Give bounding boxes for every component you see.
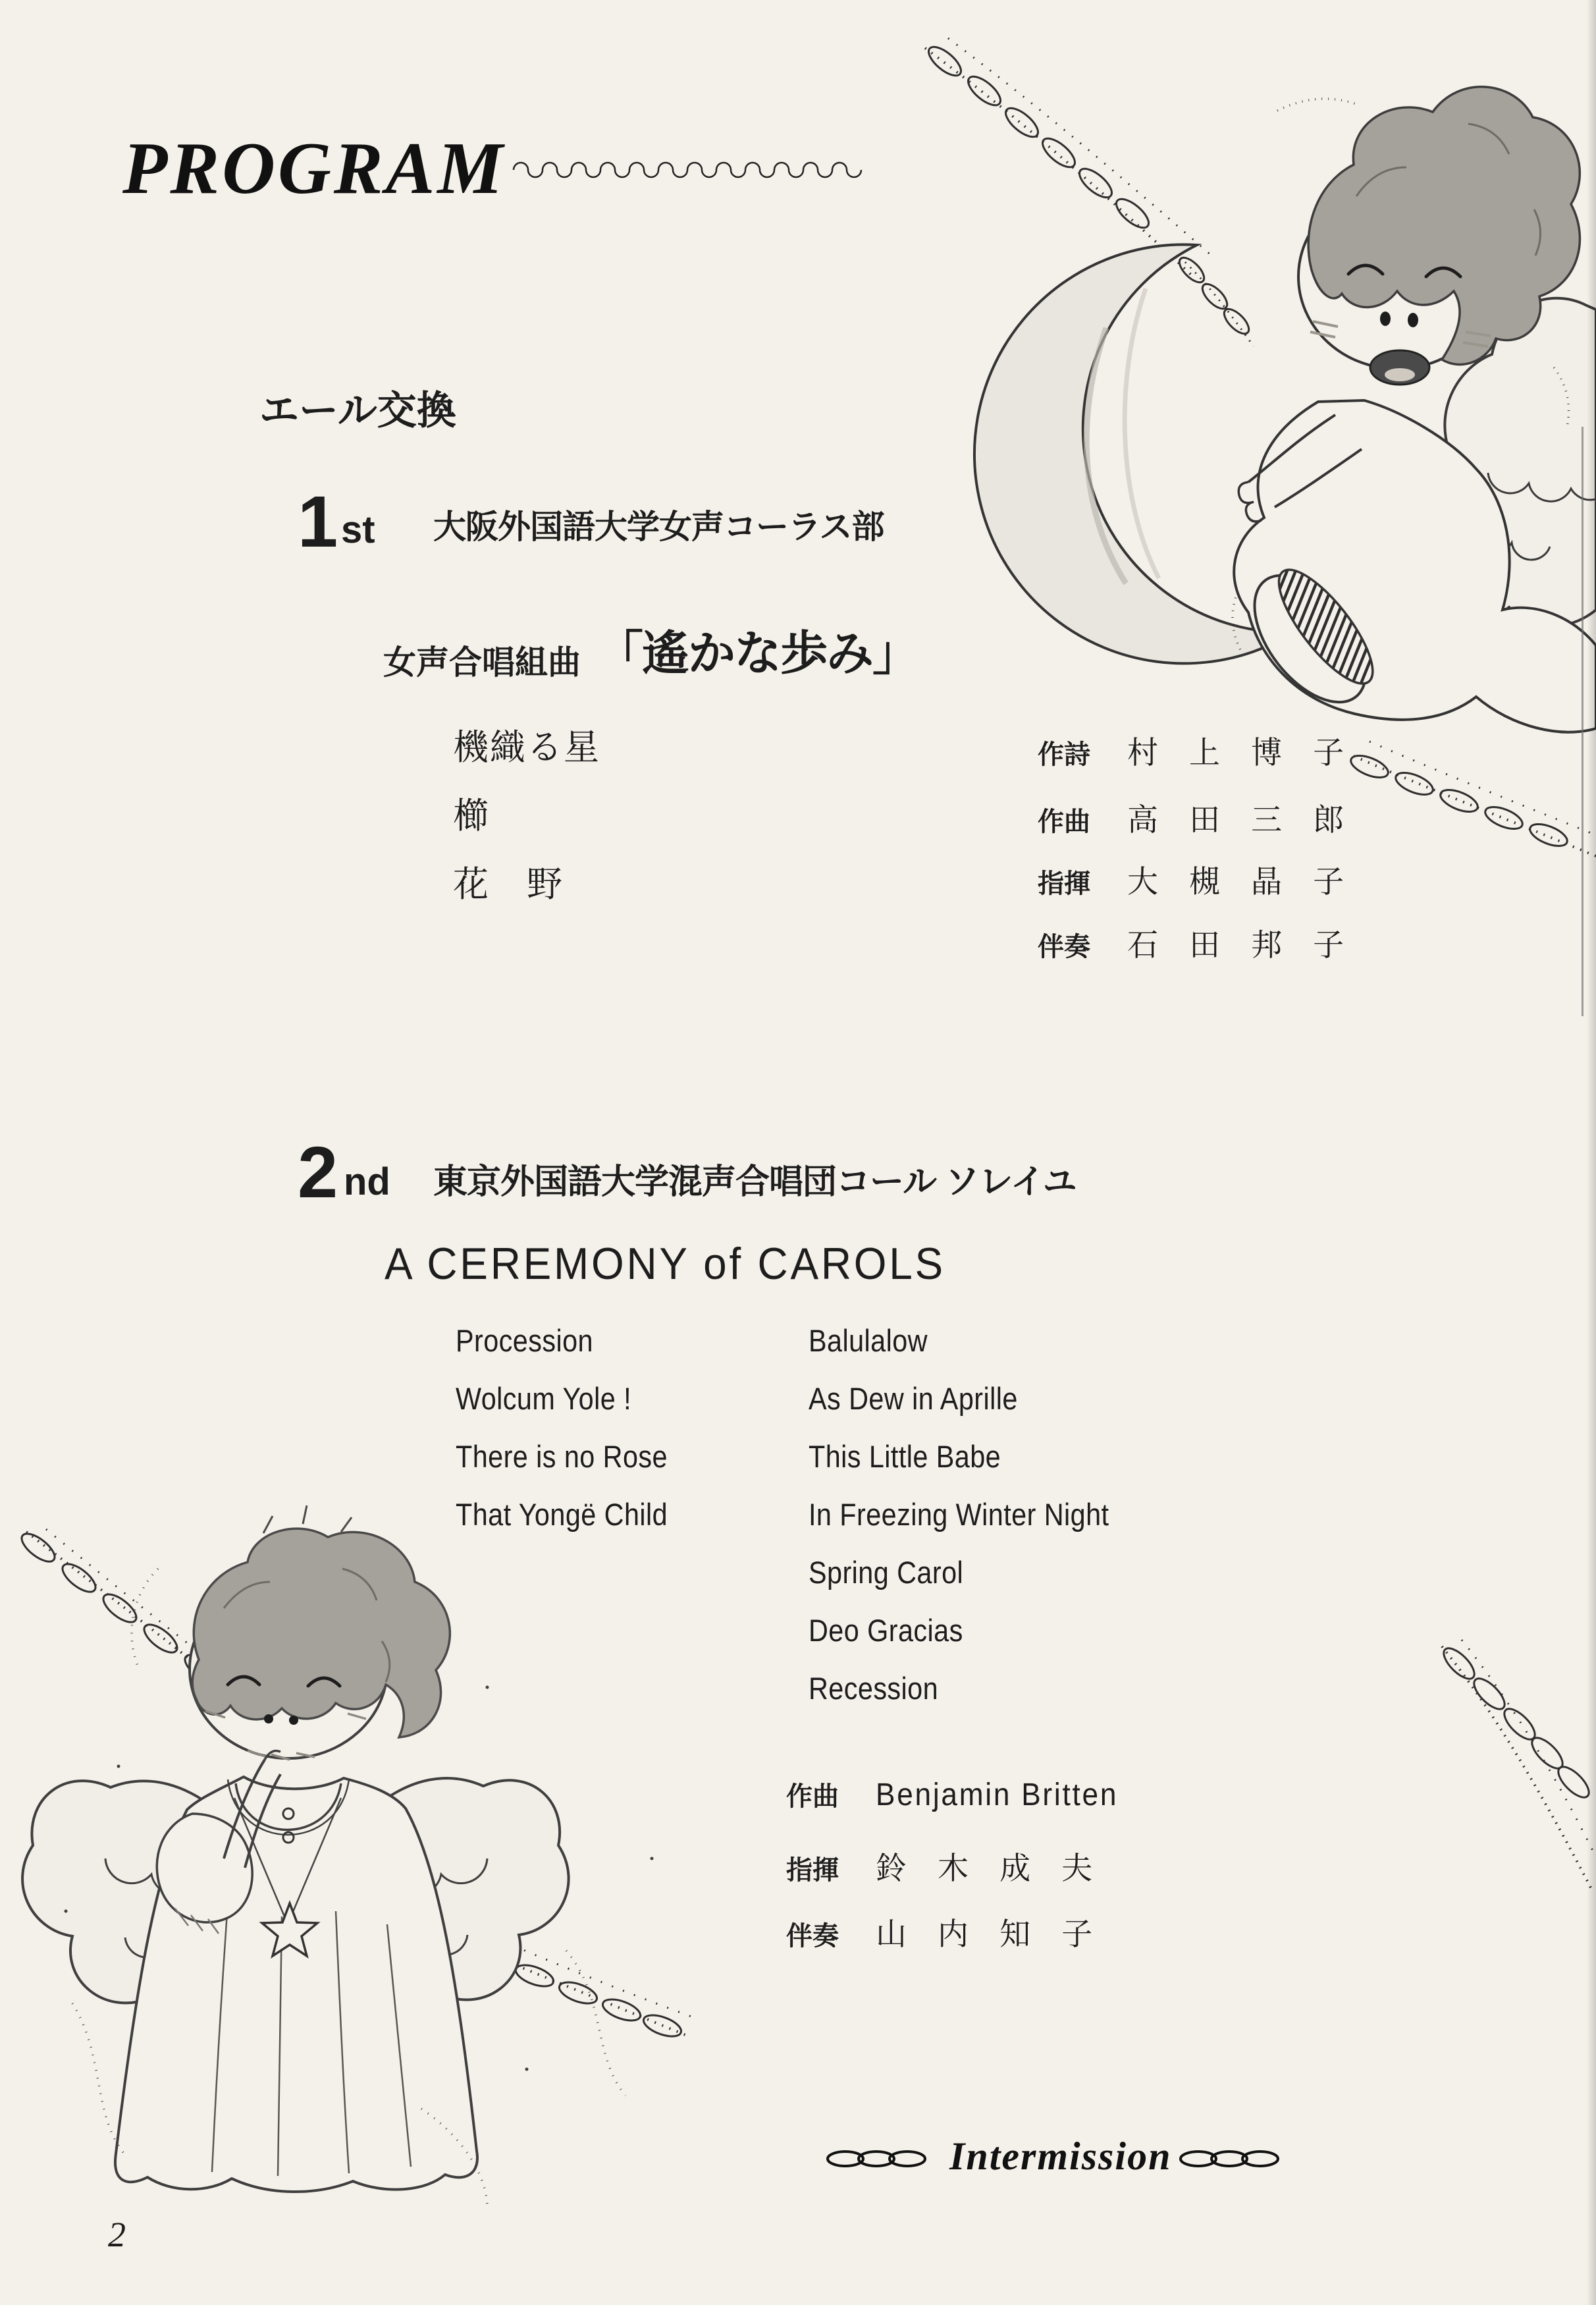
intermission-label: Intermission [949,2134,1172,2178]
carol-song: As Dew in Aprille [809,1381,1018,1416]
credit-name: 山 内 知 子 [876,1916,1104,1951]
bead-chain-top-icon [924,38,1211,275]
work-title: A CEREMONY of CAROLS [385,1239,945,1289]
carol-song: Spring Carol [809,1555,964,1590]
carol-song: That Yongë Child [456,1497,668,1532]
page-title: PROGRAM [122,128,506,209]
credit-role: 指揮 [1038,869,1090,898]
carol-song: Wolcum Yole ! [456,1381,632,1416]
credit-role: 作詩 [1038,740,1090,769]
first-stage-ordinal: 1 [298,481,338,562]
carol-song: Deo Gracias [809,1613,963,1648]
credit-name: 鈴 木 成 夫 [876,1851,1104,1885]
carol-song: In Freezing Winter Night [809,1497,1109,1532]
carol-song: This Little Babe [809,1439,1001,1474]
carol-song: There is no Rose [456,1439,668,1474]
chain-link-ornament-left-icon [827,2146,926,2172]
first-stage-song: 機織る星 [453,728,600,767]
angel-on-moon-illustration [909,12,1596,869]
credit-name: 村 上 博 子 [1127,735,1356,770]
credit-role: 作曲 [1038,807,1090,836]
bead-chain-bottom-icon [1348,742,1596,856]
scan-artifact-line [1582,427,1583,1016]
credit-name: 高 田 三 郎 [1127,802,1356,837]
loop-chain-ornament-icon [508,153,869,182]
suite-title: 「遙かな歩み」 [596,628,919,680]
credit-name: 石 田 邦 子 [1127,927,1356,962]
credit-name: 大 槻 晶 子 [1127,864,1356,899]
credit-role: 指揮 [786,1856,839,1885]
credit-role: 作曲 [786,1782,839,1811]
credit-row [786,1910,1104,1954]
standing-angel-illustration [26,1490,691,2214]
angel-hair [192,1529,450,1737]
credit-role: 伴奏 [786,1922,839,1951]
carol-song: Recession [809,1671,939,1706]
first-stage-song: 花 野 [453,865,564,904]
bead-chain-right-edge-icon [1416,1607,1596,1949]
first-stage-song: 櫛 [453,796,490,836]
yell-exchange-heading: エール交換 [259,389,456,433]
carol-song: Balulalow [809,1323,928,1358]
credit-row [1038,921,1355,965]
first-stage-ordinal-suffix: st [341,508,375,551]
credit-row [786,1776,1139,1813]
chain-link-ornament-right-icon [1180,2146,1279,2172]
carol-song: Procession [456,1323,593,1358]
second-stage-ordinal-suffix: nd [344,1160,390,1203]
page-number: 2 [108,2215,126,2254]
credit-row [786,1844,1104,1888]
credit-name: Benjamin Britten [876,1777,1119,1812]
suite-genre-label: 女声合唱組曲 [383,644,581,681]
second-stage-ordinal: 2 [298,1132,338,1213]
first-stage-group-name: 大阪外国語大学女声コーラス部 [433,508,884,545]
page-edge-shadow [1587,0,1596,2305]
second-stage-group-name: 東京外国語大学混声合唱団コール ソレイユ [433,1163,1077,1201]
credit-role: 伴奏 [1038,933,1090,962]
